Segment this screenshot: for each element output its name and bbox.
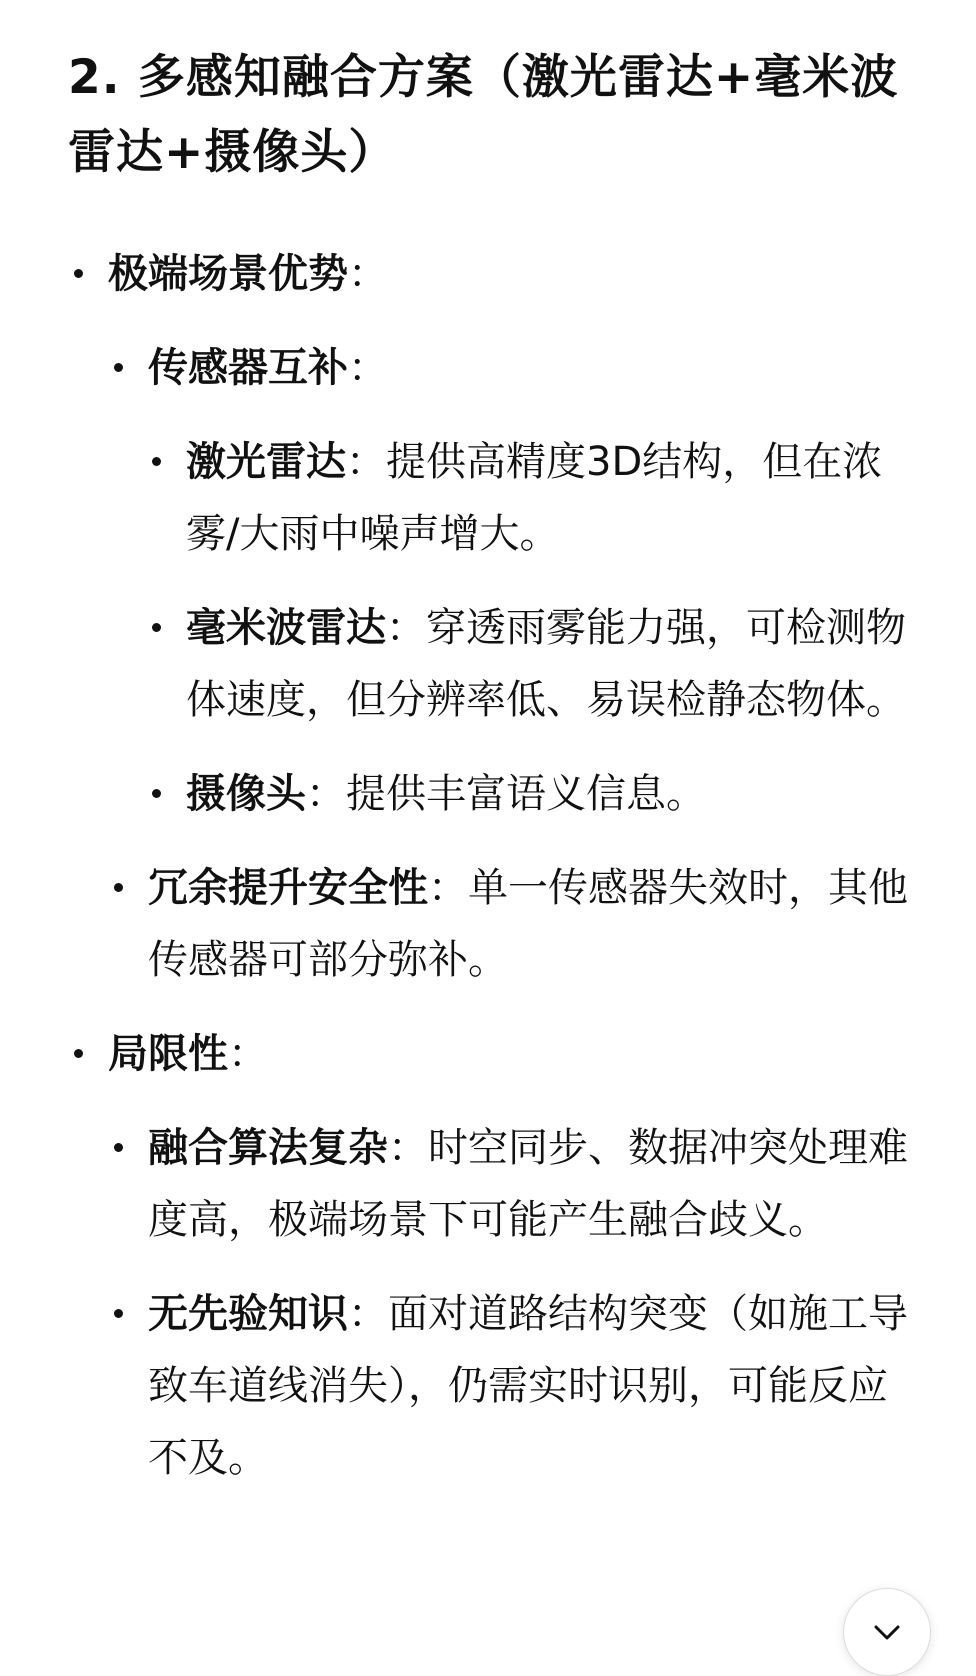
list-item — [148, 332, 908, 830]
chevron-down-icon — [869, 1614, 905, 1650]
message-content — [68, 40, 908, 1494]
list-item-term: 摄像头 — [186, 771, 306, 817]
list-item-term: 冗余提升安全性 — [148, 865, 428, 911]
list-item-separator: ： — [348, 251, 388, 297]
list-item-separator: ： — [346, 439, 386, 485]
list-item-separator: ： — [428, 865, 468, 911]
list-item-text: 单一传感器失效时，其他传感器可部分弥补。 — [148, 865, 908, 983]
list-item-text: 穿透雨雾能力强，可检测物体速度，但分辨率低、易误检静态物体。 — [186, 605, 906, 723]
list-item-text: 时空同步、数据冲突处理难度高，极端场景下可能产生融合歧义。 — [148, 1125, 908, 1243]
list-item-separator: ： — [386, 605, 426, 651]
list-item-term: 激光雷达 — [186, 439, 346, 485]
nested-list — [148, 426, 908, 830]
list-item-term: 毫米波雷达 — [186, 605, 386, 651]
list-item-term: 融合算法复杂 — [148, 1125, 388, 1171]
list-item-term: 传感器互补 — [148, 345, 348, 391]
list-item-separator: ： — [388, 1125, 428, 1171]
list-item — [108, 238, 908, 996]
list-item-separator: ： — [348, 1291, 388, 1337]
list-item — [148, 852, 908, 996]
list-item-term: 无先验知识 — [148, 1291, 348, 1337]
list-item-term: 局限性 — [108, 1031, 228, 1077]
top-level-list — [68, 238, 908, 1494]
list-item-separator: ： — [306, 771, 346, 817]
list-item — [186, 426, 908, 570]
section-heading: 2. 多感知融合方案（激光雷达+毫米波雷达+摄像头） — [68, 50, 899, 180]
list-item — [148, 1278, 908, 1494]
list-item-term: 极端场景优势 — [108, 251, 348, 297]
list-item-text: 面对道路结构突变（如施工导致车道线消失），仍需实时识别，可能反应不及。 — [148, 1291, 908, 1481]
scroll-to-bottom-button[interactable] — [843, 1588, 931, 1676]
list-item-separator: ： — [348, 345, 388, 391]
list-item — [186, 592, 908, 736]
list-item-separator: ： — [228, 1031, 268, 1077]
nested-list — [108, 332, 908, 996]
list-item — [186, 758, 908, 830]
list-item-text: 提供丰富语义信息。 — [346, 771, 706, 817]
nested-list — [108, 1112, 908, 1494]
list-item — [108, 1018, 908, 1494]
list-item — [148, 1112, 908, 1256]
list-item-text: 提供高精度3D结构，但在浓雾/大雨中噪声增大。 — [186, 439, 883, 557]
